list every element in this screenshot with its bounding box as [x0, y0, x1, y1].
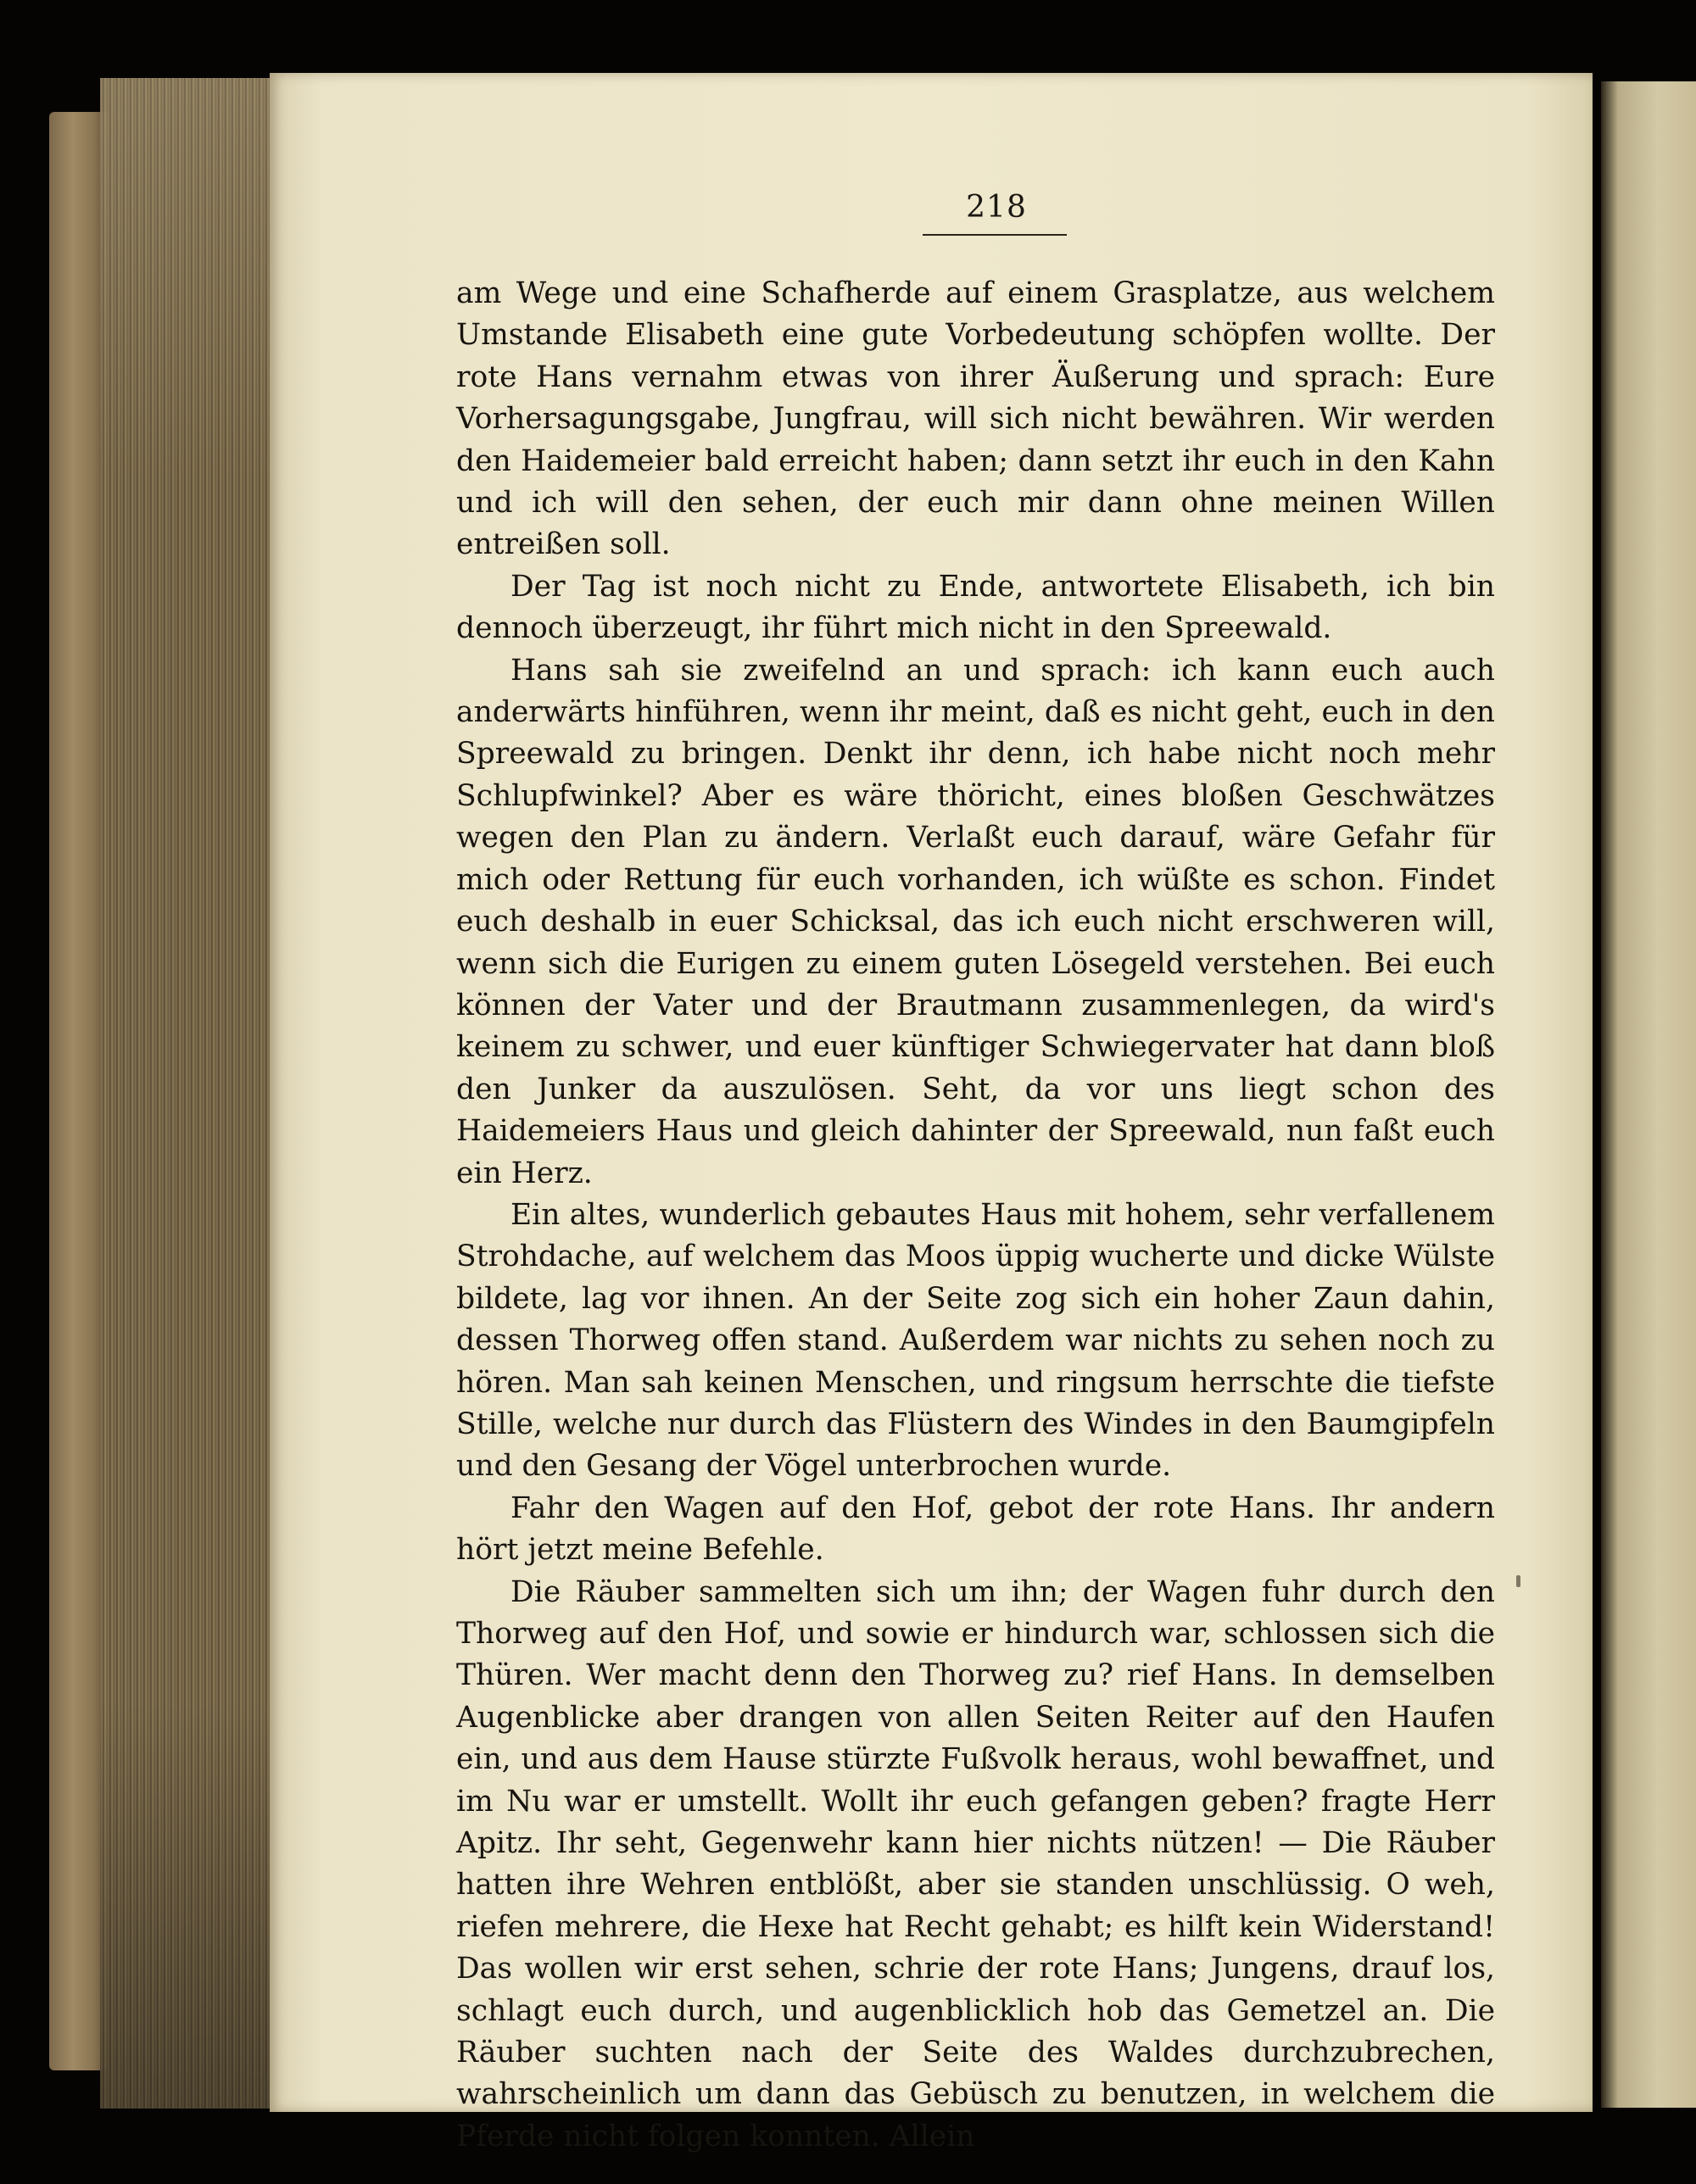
facing-page-edge	[1601, 81, 1696, 2108]
page-body-text	[456, 273, 1495, 2158]
paragraph: Die Räuber sammelten sich um ihn; der Wagen fuhr durch den Thorweg auf den Hof, und sowie er hindurch war, schlossen sich die Thüren. Wer macht denn den Thorweg zu? rief Hans. In demselben Augenblicke aber drangen von allen Seiten Reiter auf den Haufen ein, und aus dem Hause stürzte Fußvolk heraus, wohl bewaffnet, und im Nu war er umstellt. Wollt ihr euch gefangen geben? fragte Herr Apitz. Ihr seht, Gegenwehr kann hier nichts nützen! — Die Räuber hatten ihre Wehren entblößt, aber sie standen unschlüssig. O weh, riefen mehrere, die Hexe hat Recht gehabt; es hilft kein Widerstand! Das wollen wir erst sehen, schrie der rote Hans; Jungens, drauf los, schlagt euch durch, und augenblicklich hob das Gemetzel an. Die Räuber suchten nach der Seite des Waldes durchzubrechen, wahrscheinlich um dann das Gebüsch zu benutzen, in welchem die Pferde nicht folgen konnten. Allein	[456, 1574, 1495, 2153]
paragraph: Fahr den Wagen auf den Hof, gebot der rote Hans. Ihr andern hört jetzt meine Befehle.	[456, 1490, 1495, 1568]
paragraph: Ein altes, wunderlich gebautes Haus mit hohem, sehr verfallenem Strohdache, auf welchem das Moos üppig wucherte und dicke Wülste bildete, lag vor ihnen. An der Seite zog sich ein hoher Zaun dahin, dessen Thorweg offen stand. Außerdem war nichts zu sehen noch zu hören. Man sah keinen Menschen, und ringsum herrschte die tiefste Stille, welche nur durch das Flüstern des Windes in den Baumgipfeln und den Gesang der Vögel unterbrochen wurde.	[456, 1197, 1495, 1484]
paragraph: Hans sah sie zweifelnd an und sprach: ich kann euch auch anderwärts hinführen, wenn ihr meint, daß es nicht geht, euch in den Spreewald zu bringen. Denkt ihr denn, ich habe nicht noch mehr Schlupfwinkel? Aber es wäre thöricht, eines bloßen Geschwätzes wegen den Plan zu ändern. Verlaßt euch darauf, wäre Gefahr für mich oder Rettung für euch vorhanden, ich wüßte es schon. Findet euch deshalb in euer Schicksal, das ich euch nicht erschweren will, wenn sich die Eurigen zu einem guten Lösegeld verstehen. Bei euch können der Vater und der Brautmann zusammenlegen, da wird's keinem zu schwer, und euer künftiger Schwiegervater hat dann bloß den Junker da auszulösen. Seht, da vor uns liegt schon des Haidemeiers Haus und gleich dahinter der Spreewald, nun faßt euch ein Herz.	[456, 653, 1495, 1190]
page-stack-shade	[100, 78, 270, 2109]
page-number: 218	[966, 190, 1027, 225]
ink-smudge	[1516, 1575, 1520, 1587]
page-number-rule	[923, 234, 1067, 236]
paragraph: Der Tag ist noch nicht zu Ende, antwortete Elisabeth, ich bin dennoch überzeugt, ihr führt mich nicht in den Spreewald.	[456, 569, 1495, 646]
paragraph: am Wege und eine Schafherde auf einem Grasplatze, aus welchem Umstande Elisabeth eine gute Vorbedeutung schöpfen wollte. Der rote Hans vernahm etwas von ihrer Äußerung und sprach: Eure Vorhersagungsgabe, Jungfrau, will sich nicht bewähren. Wir werden den Haidemeier bald erreicht haben; dann setzt ihr euch in den Kahn und ich will den sehen, der euch mir dann ohne meinen Willen entreißen soll.	[456, 276, 1495, 562]
